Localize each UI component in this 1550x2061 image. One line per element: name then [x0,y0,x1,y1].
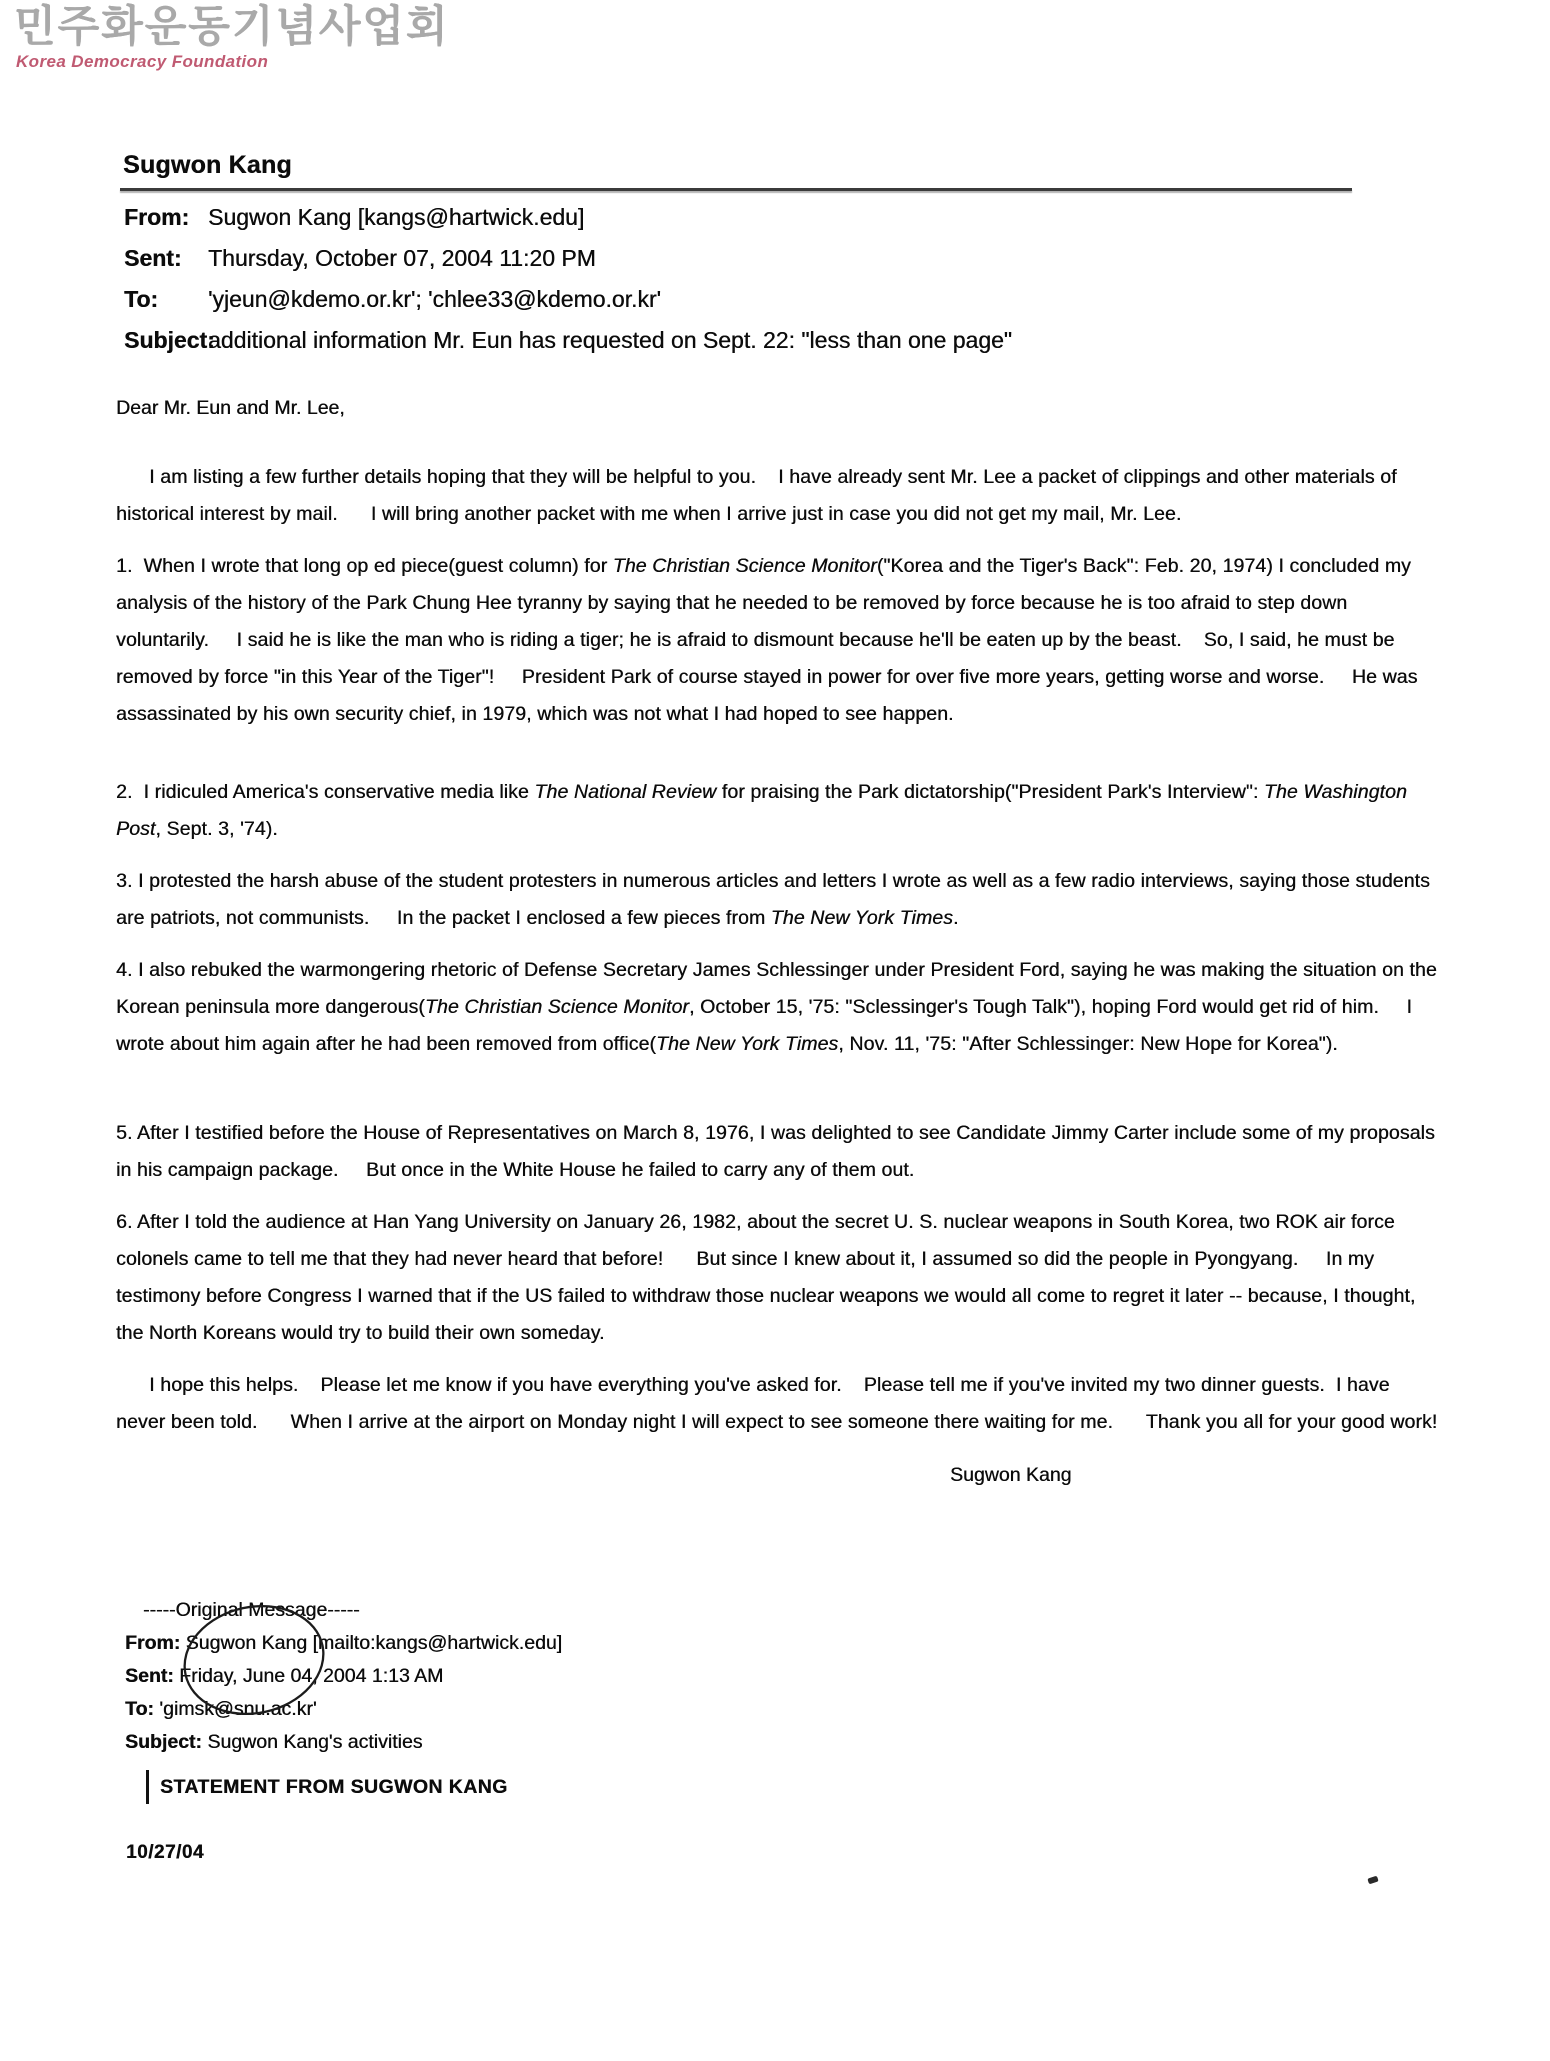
field-value: Sugwon Kang's activities [201,1731,423,1753]
publication-name: The Washington Post [116,781,1413,840]
original-message-block [125,1594,562,1759]
paragraph-text: , Nov. 11, '75: "After Schlessinger: New Hope for Korea"). [838,1033,1338,1055]
paragraph-text: I hope this helps. Please let me know if you have everything you've asked for. Please tell me if you've invited my two dinner guests. I have never been told. When I arrive at the airport on Monday night I will expect to see someone there waiting for me. Thank you all for your good work! [116,1374,1438,1433]
field-value: Sugwon Kang [mailto:kangs@hartwick.edu] [180,1632,563,1654]
field-label: From: [125,1632,181,1654]
original-message-field [125,1693,562,1726]
original-message-lines [125,1627,562,1759]
field-label: Sent: [124,245,182,271]
field-label: From: [124,204,190,230]
header-field-row [124,204,1012,245]
title-divider-rule [120,188,1352,191]
field-label: Sent: [125,1665,174,1687]
field-label: To: [125,1698,154,1720]
body-paragraph [116,774,1440,848]
paragraph-text: , Sept. 3, '74). [155,818,278,840]
field-value: 'gimsk@snu.ac.kr' [153,1698,317,1720]
paragraph-text: 1. When I wrote that long op ed piece(guest column) for [116,555,613,577]
statement-text: STATEMENT FROM SUGWON KANG [160,1775,508,1798]
paragraph-text: 4. I also rebuked the warmongering rhetoric of Defense Secretary James Schlessinger under President Ford, saying he was making the situation on the Korean peninsula more dangerous( [116,959,1443,1018]
footer-date: 10/27/04 [126,1842,204,1863]
signature: Sugwon Kang [950,1464,1072,1486]
publication-name: The Christian Science Monitor [424,996,689,1018]
field-value: Friday, June 04, 2004 1:13 AM [173,1665,444,1687]
paragraph-text: I am listing a few further details hoping that they will be helpful to you. I have already sent Mr. Lee a packet of clippings and other materials of historical interest by mail. I will bring another packet with me when I arrive just in case you did not get my mail, Mr. Lee. [116,466,1403,525]
publication-name: The Christian Science Monitor [612,555,877,577]
publication-name: The National Review [534,781,717,803]
header-field-row [124,245,1012,286]
paragraph-text: ("Korea and the Tiger's Back": Feb. 20, 1974) I concluded my analysis of the history of the Park Chung Hee tyranny by saying that he needed to be removed by force because he is too afraid to step down voluntarily. I said he is like the man who is riding a tiger; he is afraid to dismount because he'll be eaten up by the beast. So, I said, he must be removed by force "in this Year of the Tiger"! President Park of course stayed in power for over five more years, getting worse and worse. He was assassinated by his own security chief, in 1979, which was not what I had hoped to see happen. [116,555,1424,725]
statement-quote-bar [146,1770,149,1804]
publication-name: The New York Times [656,1033,839,1055]
kdf-logo-english: Korea Democracy Foundation [16,52,269,71]
original-message-field [125,1627,562,1660]
page-title: Sugwon Kang [123,151,292,179]
paragraph-text: 2. I ridiculed America's conservative media like [116,781,535,803]
email-header-fields [124,204,1012,368]
header-field-row [124,286,1012,327]
publication-name: The New York Times [770,907,954,929]
salutation: Dear Mr. Eun and Mr. Lee, [116,397,345,419]
body-paragraph [116,1367,1440,1441]
field-value: Sugwon Kang [kangs@hartwick.edu] [208,204,585,230]
paragraph-text: , October 15, '75: "Sclessinger's Tough Talk"), hoping Ford would get rid of him. I wrote about him again after he had been removed from office( [116,996,1418,1055]
paragraph-text: . [953,907,959,929]
field-label: Subject: [125,1731,202,1753]
field-label: To: [124,286,159,312]
body-paragraph [116,1204,1440,1352]
body-paragraph [116,1115,1440,1189]
kdf-logo-korean: 민주화운동기념사업회 [14,2,450,52]
field-value: Thursday, October 07, 2004 11:20 PM [208,245,596,271]
body-paragraph [116,548,1440,733]
field-value: additional information Mr. Eun has requested on Sept. 22: "less than one page" [208,327,1012,353]
header-field-row [124,327,1012,368]
paragraph-text: for praising the Park dictatorship("President Park's Interview": [716,781,1264,803]
paragraph-text: 5. After I testified before the House of Representatives on March 8, 1976, I was delighted to see Candidate Jimmy Carter include some of my proposals in his campaign package. But once in the White House he failed to carry any of them out. [116,1122,1441,1181]
field-label: Subject: [124,327,215,353]
field-value: 'yjeun@kdemo.or.kr'; 'chlee33@kdemo.or.kr' [208,286,661,312]
scan-artifact-mark [1367,1876,1378,1885]
body-paragraph [116,952,1443,1063]
original-message-divider: -----Original Message----- [143,1599,360,1621]
statement-line [146,1770,508,1804]
body-paragraph [116,863,1440,937]
original-message-field [125,1660,562,1693]
paragraph-text: 3. I protested the harsh abuse of the student protesters in numerous articles and letters I wrote as well as a few radio interviews, saying those students are patriots, not communists. In the packet I enclosed a few pieces from [116,870,1436,929]
body-paragraph [116,459,1440,533]
paragraph-text: 6. After I told the audience at Han Yang University on January 26, 1982, about the secret U. S. nuclear weapons in South Korea, two ROK air force colonels came to tell me that they had never heard that before! But since I knew about it, I assumed so did the people in Pyongyang. In my testimony before Congress I warned that if the US failed to withdraw those nuclear weapons we would all come to regret it later -- because, I thought, the North Koreans would try to build their own someday. [116,1211,1421,1344]
original-message-field [125,1726,562,1759]
